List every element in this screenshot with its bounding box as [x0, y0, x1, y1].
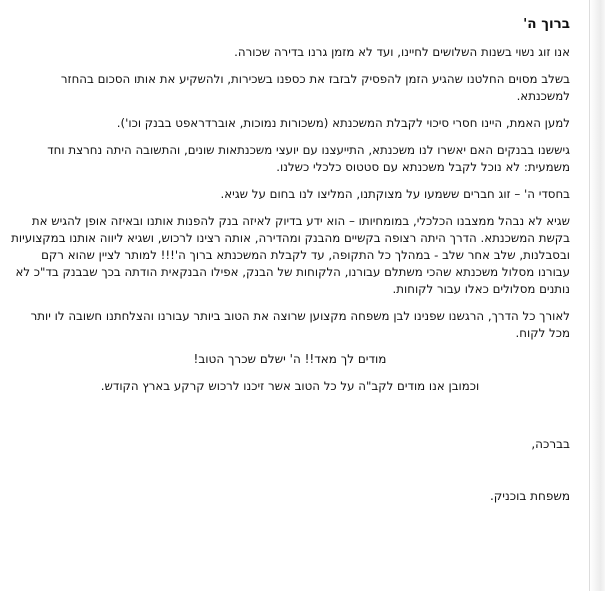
letter-greeting: ברוך ה' [523, 16, 570, 32]
letter-final-line: וכמובן אנו מודים לקב"ה על כל הטוב אשר זיכנו לרכוש קרקע בארץ הקודש. [100, 379, 480, 393]
letter-paragraph-3: למען האמת, היינו חסרי סיכוי לקבלת המשכנתא (משכורות נמוכות, אוברדראפט בבנק וכו'). [116, 116, 570, 130]
letter-closing: בברכה, [531, 437, 570, 451]
letter-paragraph-1: אנו זוג נשוי בשנות השלושים לחיינו, ועד לא מזמן גרנו בדירה שכורה. [234, 45, 570, 59]
letter-paragraph-7: לאורך כל הדרך, הרגשנו שפנינו לבן משפחה מקצוען שרוצה את הטוב ביותר עבורנו והצלחתנו חשובה לו יותר מכל לקוח. [30, 309, 570, 340]
letter-thanks: מודים לך מאד!! ה' ישלם שכרך הטוב! [193, 352, 387, 366]
letter-signature: משפחת בוכניק. [489, 489, 570, 503]
page-edge-border [589, 0, 605, 591]
letter-paragraph-5: בחסדי ה' – זוג חברים ששמעו על מצוקתנו, המליצו לנו בחום על שגיא. [220, 187, 570, 201]
letter-paragraph-2: בשלב מסוים החלטנו שהגיע הזמן להפסיק לבזבז את כספנו בשכירות, ולהשקיע את אותו הסכום בהחזר למשכנתא. [60, 72, 570, 103]
letter-paragraph-4: גיששנו בבנקים האם יאשרו לנו משכנתא, התייעצנו עם יועצי משכנתאות שונים, והתשובה היתה נחרצת וחד משמעית: לא נוכל לקבל משכנתא עם סטטוס כלכלי כשלנו. [47, 143, 570, 174]
letter-paragraph-6: שגיא לא נבהל ממצבנו הכלכלי, במומחיותו – הוא ידע בדיוק לאיזה בנק להפנות אותנו ובאיזה אופן להגיש את בקשת המשכנתא. הדרך היתה רצופה בקשיים מהבנק ומהדירה, אותה רצינו לרכוש, ושגיא ליווה אותנו במקצועיות ובסבלנות, שלב אחר שלב - במהלך כל התקופה, עד לקבלת המשכנתא ברוך ה'!!! למותר לציין שהוא רקם עבורנו מסלול משכנתא שהכי משתלם עבורנו, הלקוחות של הבנק, אפילו הבנקאית הודתה בכך שבבנק בד"כ לא נותנים מסלולים כאלו עבור לקוחות. [11, 214, 570, 296]
